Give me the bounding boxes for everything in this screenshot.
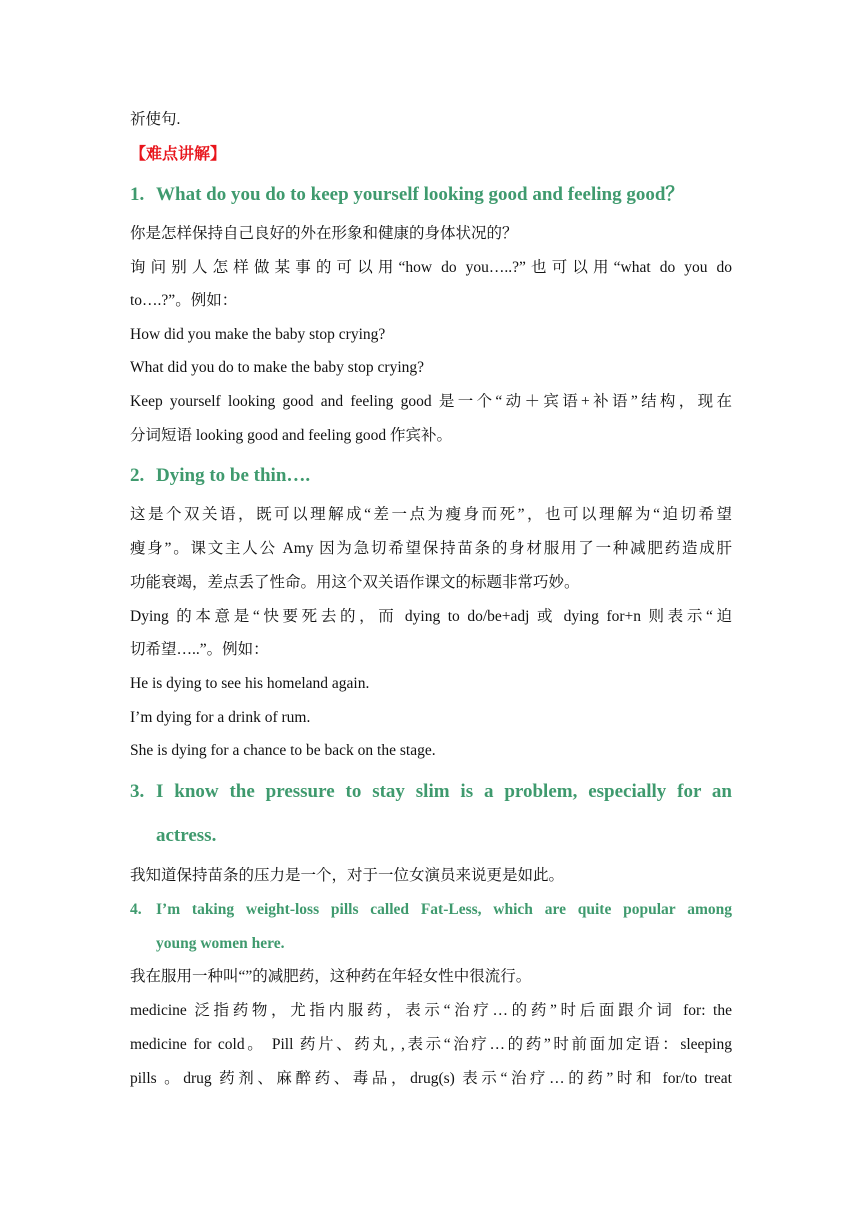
text-line: 这是个双关语，既可以理解成“差一点为瘦身而死”，也可以理解为“迫切希望 bbox=[130, 506, 732, 523]
text-line: 分词短语 looking good and feeling good 作宾补。 bbox=[130, 427, 453, 444]
example-line: What did you do to make the baby stop crying? bbox=[130, 359, 425, 376]
heading-4 bbox=[130, 900, 732, 920]
text-line: Dying 的本意是“快要死去的，而 dying to do/be+adj 或 dying for+n 则表示“迫 bbox=[130, 608, 732, 625]
heading-number: 4. bbox=[130, 901, 142, 918]
text-line: 瘦身”。课文主人公 Amy 因为急切希望保持苗条的身材服用了一种减肥药造成肝 bbox=[130, 540, 732, 557]
example-line: How did you make the baby stop crying? bbox=[130, 326, 386, 343]
section-heading: 【难点讲解】 bbox=[130, 146, 227, 163]
text-line: pills 。drug 药剂、麻醉药、毒品，drug(s) 表示“治疗…的药”时和 for/to treat bbox=[130, 1070, 732, 1087]
heading-4-continuation: young women here. bbox=[156, 935, 285, 952]
heading-text: I know the pressure to stay slim is a problem, especially for an bbox=[156, 781, 732, 802]
heading-text: I’m taking weight-loss pills called Fat-Less, which are quite popular among bbox=[156, 901, 732, 918]
heading-number: 3. bbox=[130, 781, 145, 802]
heading-text: What do you do to keep yourself looking good and feeling good？ bbox=[156, 184, 685, 205]
example-line: I’m dying for a drink of rum. bbox=[130, 709, 311, 726]
heading-number: 1. bbox=[130, 184, 145, 205]
example-line: She is dying for a chance to be back on the stage. bbox=[130, 742, 436, 759]
heading-3 bbox=[130, 779, 732, 805]
text-line: 我在服用一种叫“”的减肥药，这种药在年轻女性中很流行。 bbox=[130, 968, 532, 985]
text-line: 我知道保持苗条的压力是一个，对于一位女演员来说更是如此。 bbox=[130, 867, 565, 884]
text-line: 祈使句. bbox=[130, 111, 181, 128]
text-line: 切希望…..”。例如： bbox=[130, 641, 269, 658]
text-line: medicine 泛指药物，尤指内服药，表示“治疗…的药”时后面跟介词 for: the bbox=[130, 1002, 732, 1019]
text-line: 询问别人怎样做某事的可以用“how do you…..?”也可以用“what do you do bbox=[130, 259, 732, 276]
text-line: to….?”。例如： bbox=[130, 292, 238, 309]
heading-3-continuation: actress. bbox=[156, 825, 217, 846]
heading-2 bbox=[130, 463, 732, 489]
heading-1 bbox=[130, 182, 732, 208]
heading-text: Dying to be thin…. bbox=[156, 465, 311, 486]
heading-number: 2. bbox=[130, 465, 145, 486]
text-line: Keep yourself looking good and feeling good 是一个“动＋宾语+补语”结构，现在 bbox=[130, 393, 732, 410]
example-line: He is dying to see his homeland again. bbox=[130, 675, 370, 692]
text-line: medicine for cold。 Pill 药片、药丸, ,表示“治疗…的药”时前面加定语：sleeping bbox=[130, 1036, 732, 1053]
text-line: 功能衰竭，差点丢了性命。用这个双关语作课文的标题非常巧妙。 bbox=[130, 574, 580, 591]
text-line: 你是怎样保持自己良好的外在形象和健康的身体状况的？ bbox=[130, 225, 518, 242]
